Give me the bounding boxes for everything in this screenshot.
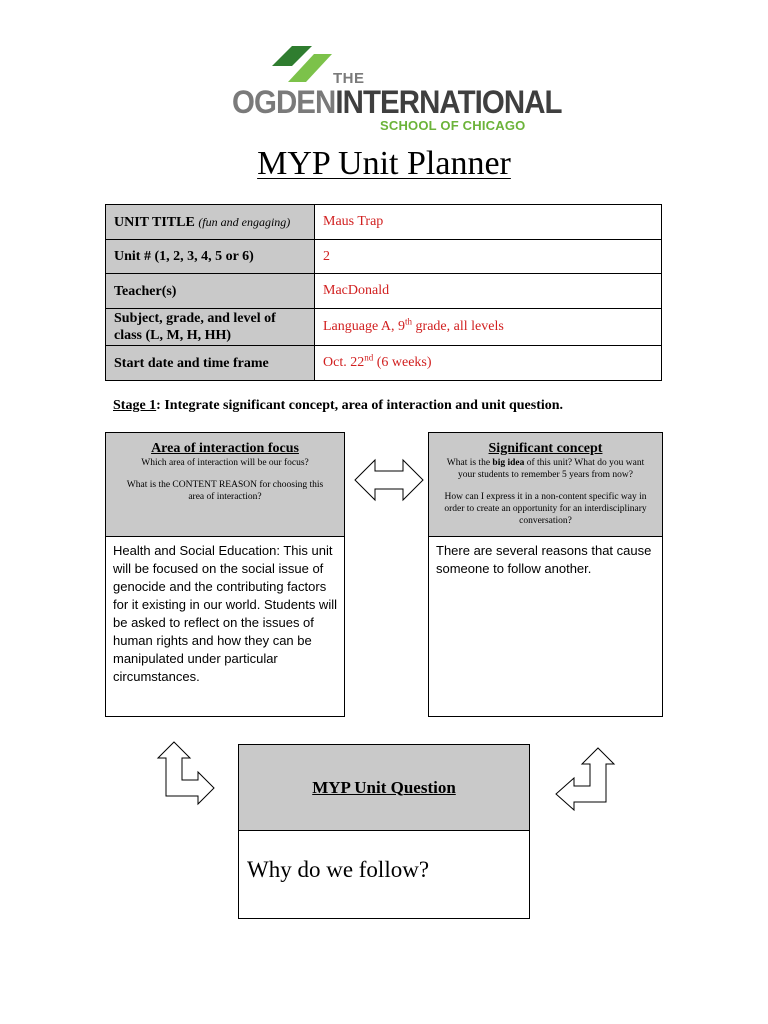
stage-heading: Stage 1: Integrate significant concept, area of interaction and unit question. <box>113 398 564 413</box>
logo-word-ogden: OGDEN <box>232 84 336 120</box>
table-row <box>106 274 662 309</box>
table-row <box>106 346 662 381</box>
subject-label: Subject, grade, and level of class (L, M, H, HH) <box>106 309 315 346</box>
table-row <box>106 240 662 274</box>
logo-school: SCHOOL OF CHICAGO <box>380 118 526 133</box>
aoi-body: Health and Social Education: This unit will be focused on the social issue of genocide and the contributing factors for it existing in our world. Students will be asked to reflect on the issues of human rights and how they can be manipulated under particular circumstances. <box>113 543 337 684</box>
aoi-question-2: What is the CONTENT REASON for choosing this area of interaction? <box>126 480 324 502</box>
page-title: MYP Unit Planner <box>257 145 511 182</box>
unit-info-table <box>105 204 662 381</box>
sc-question-2: How can I express it in a non-content specific way in order to create an opportunity for an interdisciplinary conversation? <box>444 492 647 526</box>
start-date-value: Oct. 22nd (6 weeks) <box>315 346 662 381</box>
teacher-label: Teacher(s) <box>106 274 315 309</box>
aoi-header <box>106 433 344 537</box>
bent-arrow-left-icon <box>156 740 218 806</box>
table-row <box>106 205 662 240</box>
unit-title-hint: (fun and engaging) <box>198 214 291 229</box>
sc-body: There are several reasons that cause someone to follow another. <box>436 543 652 576</box>
sc-header <box>429 433 662 537</box>
unit-number-label: Unit # (1, 2, 3, 4, 5 or 6) <box>106 240 315 274</box>
aoi-question-1: Which area of interaction will be our focus? <box>141 458 309 468</box>
logo-the: THE <box>333 70 365 87</box>
unit-title-label: UNIT TITLE (fun and engaging) <box>106 205 315 240</box>
start-date-label: Start date and time frame <box>106 346 315 381</box>
muq-header <box>239 745 529 831</box>
table-row <box>106 309 662 346</box>
logo-chevron-icon <box>270 44 340 84</box>
significant-concept-box <box>428 432 663 717</box>
aoi-heading: Area of interaction focus <box>151 441 299 456</box>
muq-answer: Why do we follow? <box>247 857 430 882</box>
school-logo <box>230 44 562 136</box>
area-of-interaction-box <box>105 432 345 717</box>
bent-arrow-right-icon <box>552 746 616 812</box>
teacher-value: MacDonald <box>315 274 662 309</box>
sc-question-1: What is the big idea of this unit? What do you want your students to remember 5 years from now? <box>446 458 645 480</box>
subject-value: Language A, 9th grade, all levels <box>315 309 662 346</box>
sc-heading: Significant concept <box>488 441 603 456</box>
unit-question-box <box>238 744 530 919</box>
muq-heading: MYP Unit Question <box>312 777 456 797</box>
unit-number-value: 2 <box>315 240 662 274</box>
double-arrow-icon <box>353 456 425 504</box>
unit-title-value: Maus Trap <box>315 205 662 240</box>
logo-wordmark <box>232 84 562 120</box>
logo-word-international: INTERNATIONAL <box>335 84 562 120</box>
